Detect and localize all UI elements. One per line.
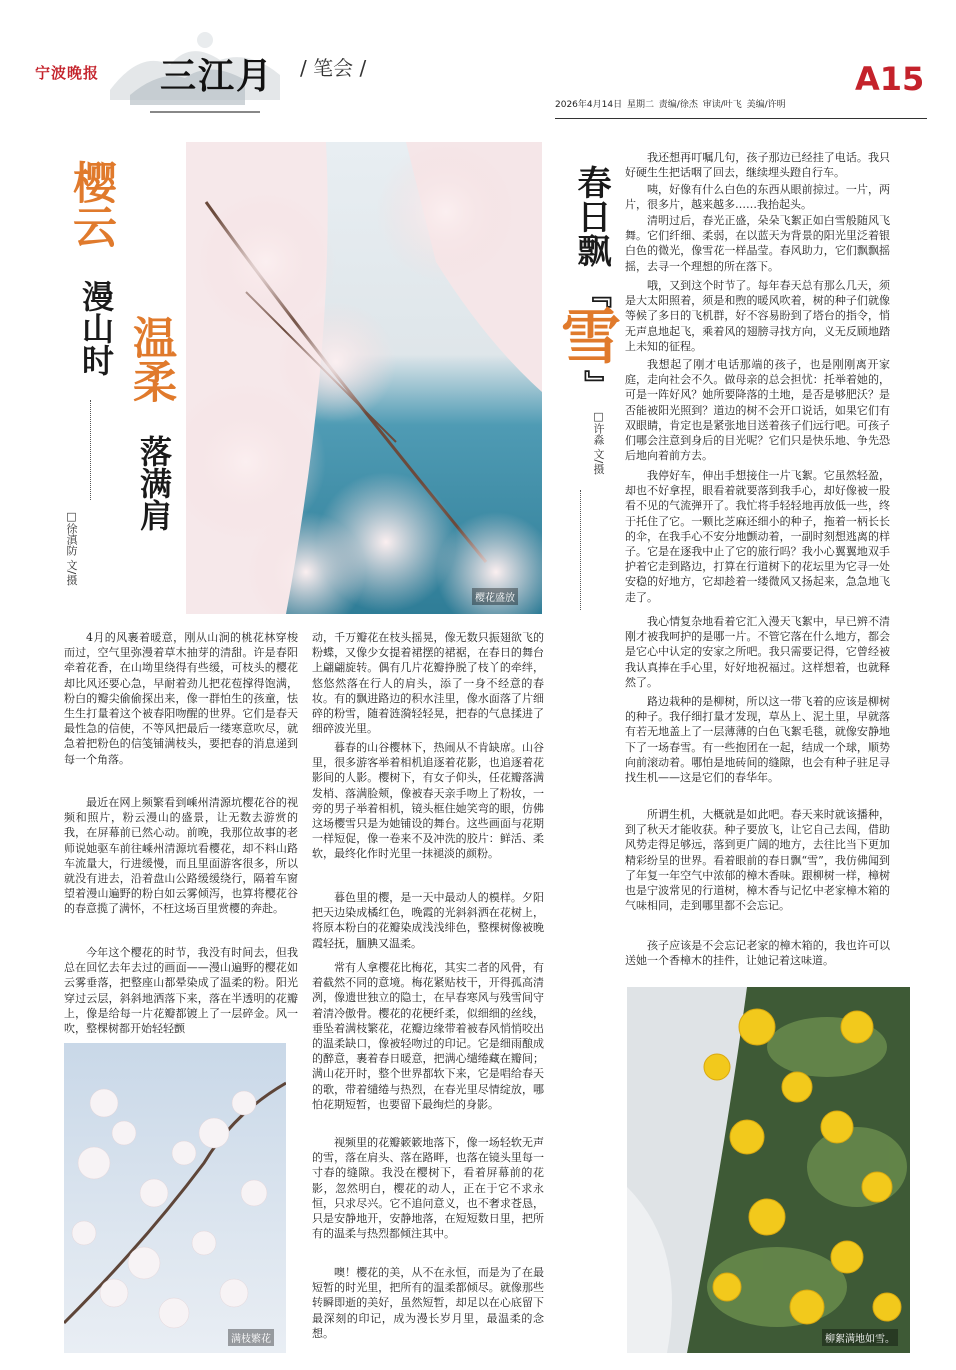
photo3-caption: 柳絮满地如雪。 bbox=[822, 1329, 898, 1346]
blossom-branch-photo bbox=[64, 1043, 286, 1353]
title-quote-close: 』 bbox=[580, 370, 613, 398]
title-part-4: 落满肩 bbox=[135, 435, 173, 531]
photo1-caption: 樱花盛放 bbox=[472, 588, 518, 605]
paragraph: 噢！樱花的美，从不在永恒，而是为了在最短暂的时光里，把所有的温柔都倾尽。就像那些转瞬即逝的美好，虽然短暂，却足以在心底留下最深刻的印记，成为漫长岁月里，最温柔的念想。 bbox=[312, 1266, 544, 1340]
paragraph: 暮色里的樱，是一天中最动人的模样。夕阳把天边染成橘红色，晚霞的光斜斜洒在花树上，将原本粉白的花瓣染成浅浅绯色，整棵树像被晚霞轻抚，腼腆又温柔。 bbox=[312, 891, 544, 950]
page-number: A15 bbox=[855, 60, 925, 98]
title-dotline bbox=[90, 400, 91, 500]
title-dotline bbox=[580, 490, 581, 610]
title-part-3: 温柔 bbox=[125, 315, 176, 403]
paragraph: 最近在网上频繁看到嵊州清源坑樱花谷的视频和照片，粉云漫山的盛景，让无数去游赏的我，在屏幕前已然心动。前晚，我那位故事的老师说她驱车前往嵊州清源坑看樱花，却不料山路车流量大，行进缓慢，而且里面游客很多，所以就没有进去，沿着盘山公路缓缓绕行，隔着车窗望着漫山遍野的粉白如云雾倾泻，也算将樱花谷的春意揽了满怀，不枉这场百里赏樱的奔赴。 bbox=[64, 796, 298, 916]
paragraph: 我心情复杂地看着它汇入漫天飞絮中，早已辨不清刚才被我呵护的是哪一片。不管它落在什么地方，都会是它心中认定的安家之所吧。我只需要记得，它曾经被我认真捧在手心里，好好地祝福过。这样想着，也就释然了。 bbox=[625, 615, 890, 689]
title-part-1: 春日飘 bbox=[571, 165, 611, 267]
paragraph: 清明过后，春光正盛，朵朵飞絮正如白雪般随风飞舞。它们纤细、柔弱，在以蓝天为背景的阳光里泛着银白色的微光，像雪花一样晶莹。春风助力，它们飘飘摇摇，去寻一个理想的所在落下。 bbox=[625, 214, 890, 273]
paragraph: 所谓生机，大概就是如此吧。春天来时就该播种，到了秋天才能收获。种子要放飞，让它自己去闯，借助风势走得足够远，落到更广阔的地方，去往比当下更加精彩纷呈的世界。看着眼前的春日飘“雪”，我仿佛闻到了年复一年空气中浓郁的樟木香味。跟柳树一样，樟树也是宁波常见的行道树，樟木香与记忆中老家樟木箱的气味相同，走到哪里都不会忘记。 bbox=[625, 808, 890, 913]
paragraph: 我还想再叮嘱几句，孩子那边已经挂了电话。我只好硬生生把话咽了回去，继续埋头蹬自行车。 bbox=[625, 151, 890, 180]
paragraph: 视频里的花瓣簌簌地落下，像一场轻软无声的雪，落在肩头、落在路畔，也落在镜头里每一寸春的缝隙。我没在樱树下，看着屏幕前的花影，忽然明白，樱花的动人，正在于它不求永恒，只求尽兴。它不追问意义，也不奢求苍恳，只是安静地开，安静地落，在短短数日里，把所有的温柔与热烈都倾注其中。 bbox=[312, 1136, 544, 1241]
title-part-2: 漫山时 bbox=[77, 280, 115, 376]
cherry-blossom-photo bbox=[186, 142, 542, 614]
paragraph: 哦，又到这个时节了。每年春天总有那么几天，须是大太阳照着，须是和煦的暖风吹着，树的种子们就像等候了多日的飞机群，好不容易盼到了塔台的指令，悄无声息地起飞，乘着风的翅膀寻找方向，义无反顾地踏上未知的征程。 bbox=[625, 279, 890, 353]
article1-byline: □徐滇防 文/摄 bbox=[65, 510, 78, 586]
catkin-flower-photo bbox=[627, 987, 910, 1353]
title-part-1: 樱云 bbox=[65, 160, 116, 248]
paragraph: 孩子应该是不会忘记老家的樟木箱的，我也许可以送她一个香樟木的挂件，让她记着这味道。 bbox=[625, 939, 890, 968]
paragraph: 今年这个樱花的时节，我没有时间去，但我总在回忆去年去过的画面——漫山遍野的樱花如云雾垂落，把整座山都晕染成了温柔的粉。阳光穿过云层，斜斜地洒落下来，落在半透明的花瓣上，像是给每一片花瓣都镀上了一层碎金。风一吹，整棵树都开始轻轻颤 bbox=[64, 946, 298, 1036]
photo2-caption: 满枝繁花 bbox=[228, 1329, 274, 1346]
paragraph: 路边栽种的是柳树，所以这一带飞着的应该是柳树的种子。我仔细打量才发现，草丛上、泥土里，早就落有若无地盖上了一层薄薄的白色飞絮毛毯，就像安静地下了一场春雪。有一些抱团在一起，结成一个球，顺势向前滚动着。哪怕是地砖间的缝隙，也会有种子驻足寻找生机——这是它们的春华年。 bbox=[625, 695, 890, 785]
newspaper-name: 宁波晚报 bbox=[35, 64, 100, 82]
section-title: 三江月 bbox=[160, 55, 275, 97]
date-editor-line: 2026年4月14日 星期二 责编/徐杰 审读/叶飞 美编/许明 bbox=[555, 100, 786, 110]
paragraph: 常有人拿樱花比梅花，其实二者的风骨，有着截然不同的意境。梅花紧贴枝干，开得孤高清冽，像遗世独立的隐士，在早春寒风与残雪间守着清冷傲骨。樱花的花梗纤柔，似细细的丝线，垂坠着满枝繁花，花瓣边缘带着被春风悄悄咬出的温柔缺口，像被轻吻过的印记。它是细雨酿成的醉意，裹着春日暖意，把满心缱绻藏在瓣间；满山花开时，整个世界都软下来，它是唱给春天的歌，带着缱绻与热烈，在春光里尽情绽放，哪怕花期短暂，也要留下最绚烂的身影。 bbox=[312, 961, 544, 1111]
header-divider bbox=[555, 118, 927, 119]
paragraph: 咦，好像有什么白色的东西从眼前掠过。一片，两片，很多片，越来越多……我抬起头。 bbox=[625, 183, 890, 212]
paragraph: 我想起了刚才电话那端的孩子，也是刚刚离开家庭，走向社会不久。做母亲的总会担忧：托举着她的，可是一阵好风？她所要降落的土地，是否是够肥沃？是否能被阳光照到？道边的树不会开口说话，如果它们有双眼睛，肯定也是紧张地目送着孩子们远行吧。可孩子们哪会注意到身后的目光呢？它们只是快乐地、争先恐后地向着前方去。 bbox=[625, 358, 890, 463]
column-name: / 笔会 / bbox=[300, 56, 367, 80]
title-quote-open: 『 bbox=[580, 280, 613, 308]
paragraph: 4月的风裹着暖意，刚从山涧的桃花林穿梭而过，空气里弥漫着草木抽芽的清甜。许是春阳牵着花香，在山坳里绕得有些缓，可枝头的樱花却比风还要心急，早耐着劲儿把花苞撑得饱满，粉白的瓣尖偷偷探出来，像一群怕生的孩童，怯生生打量着这个被春阳吻醒的世界。它们是春天最性急的信使，不等风把最后一缕寒意吹尽，就急着把粉色的信笺铺满枝头，要把春的消息递到每一个角落。 bbox=[64, 631, 298, 766]
paragraph: 动，千万瓣花在枝头摇晃，像无数只振翅欲飞的粉蝶，又像少女提着裙摆的裙裾，在春日的舞台上翩翩旋转。偶有几片花瓣挣脱了枝丫的牵绊，悠悠然落在行人的肩头，添了一身不经意的春妆。有的飘进路边的积水洼里，像水面落了片细碎的粉雪，随着涟漪轻轻晃，把春的气息揉进了细碎波光里。 bbox=[312, 631, 544, 736]
paragraph: 暮春的山谷樱林下，热闹从不肯缺席。山谷里，很多游客举着相机追逐着花影，也追逐着花影间的人影。樱树下，有女子仰头，任花瓣落满发梢、落满脸颊，像被春天亲手吻上了粉妆，一旁的男子举着相机，镜头框住她笑弯的眼，仿佛这场樱雪只是为她铺设的舞台。这些画面与花期一样短促，像一卷来不及冲洗的胶片：鲜活、柔软，最终化作时光里一抹褪淡的颜粉。 bbox=[312, 741, 544, 861]
title-snow: 雪 bbox=[551, 305, 621, 365]
paragraph: 我停好车，伸出手想接住一片飞絮。它虽然轻盈，却也不好拿捏，眼看着就要落到我手心，却好像被一股看不见的气流弹开了。我忙将手轻轻地再放低一些，终于托住了它。一颗比芝麻还细小的种子，拖着一柄长长的伞，在我手心不安分地颤动着，一副时刻想逃离的样子。它是在逐我中止了它的旅行吗？我小心翼翼地双手护着它走到路边，打算在行道树下的花坛里为它寻一处安稳的好地方，它却趁着一缕微风又扬起来，急急地飞走了。 bbox=[625, 469, 890, 604]
article2-byline: □许淼 文/摄 bbox=[592, 410, 605, 475]
